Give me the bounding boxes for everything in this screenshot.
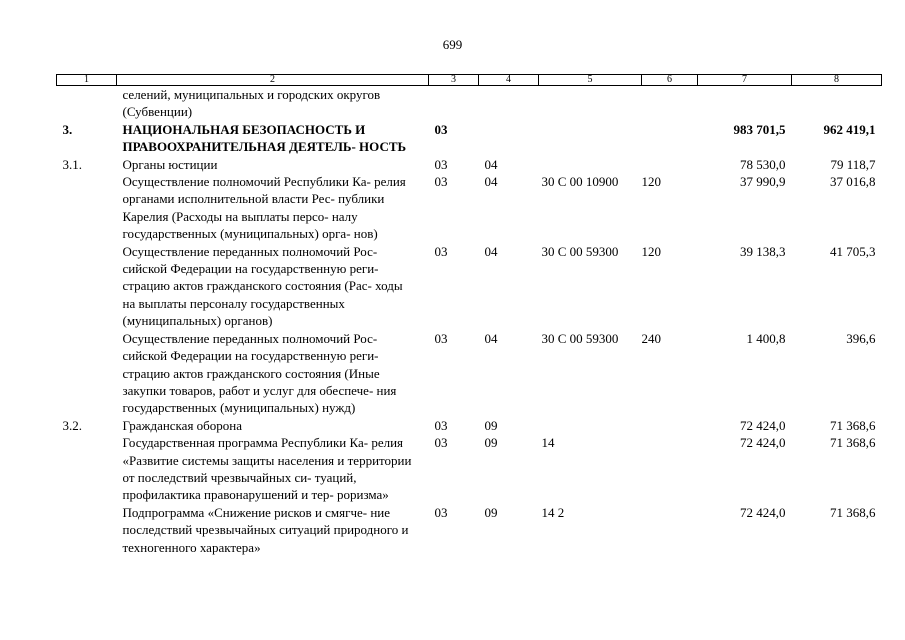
expense-type-code: 120	[641, 243, 661, 259]
column-number-header	[57, 75, 882, 86]
target-article-code	[539, 156, 642, 173]
table-row	[57, 434, 882, 504]
target-article-code: 14	[541, 435, 555, 451]
row-number	[57, 434, 117, 504]
amount-year-1: 1 400,8	[746, 330, 786, 346]
item-name: Осуществление переданных полномочий Рос- сийской Федерации на государственную реги- страцию актов гражданского состояния (Рас- ходы на выплаты персоналу государственных (муниципальных) органов)	[122, 243, 403, 329]
section-code: 03	[434, 121, 448, 137]
table-row	[57, 173, 882, 243]
row-number	[57, 86, 117, 121]
subsection-code: 09	[484, 435, 498, 451]
subsection-code: 04	[484, 174, 498, 190]
subsection-code: 04	[484, 243, 498, 259]
target-article-code: 30 С 00 10900	[541, 174, 619, 190]
amount-year-2: 71 368,6	[830, 504, 876, 520]
amount-year-1: 78 530,0	[740, 156, 786, 172]
target-article-code: 30 С 00 59300	[541, 243, 619, 259]
row-number	[57, 173, 117, 243]
row-number: 3.	[62, 121, 73, 137]
expense-type-code: 120	[641, 174, 661, 190]
amount-year-2: 37 016,8	[830, 174, 876, 190]
column-header: 3	[429, 75, 479, 86]
item-name: Органы юстиции	[122, 156, 218, 172]
amount-year-2: 41 705,3	[830, 243, 876, 259]
page-number: 699	[442, 37, 463, 52]
amount-year-1: 72 424,0	[740, 417, 786, 433]
expense-type-code	[642, 417, 698, 434]
amount-year-2: 396,6	[846, 330, 876, 346]
subsection-code	[479, 86, 539, 121]
item-name: Гражданская оборона	[122, 417, 243, 433]
expense-type-code	[642, 434, 698, 504]
table-row	[57, 417, 882, 434]
row-number	[57, 504, 117, 556]
table-row	[57, 243, 882, 330]
table-row	[57, 86, 882, 121]
section-code: 03	[434, 243, 448, 259]
amount-year-1	[698, 86, 792, 121]
section-code: 03	[434, 435, 448, 451]
item-name: Осуществление полномочий Республики Ка- релия органами исполнительной власти Рес- публики Карелия (Расходы на выплаты персо- налу государственных (муниципальных) орга- нов)	[122, 174, 406, 242]
expense-type-code	[642, 504, 698, 556]
section-code: 03	[434, 174, 448, 190]
column-header: 8	[792, 75, 882, 86]
expense-type-code	[642, 121, 698, 156]
amount-year-2: 71 368,6	[830, 435, 876, 451]
column-header: 6	[642, 75, 698, 86]
row-number	[57, 243, 117, 330]
section-code: 03	[434, 330, 448, 346]
table-row	[57, 156, 882, 173]
subsection-code: 04	[484, 330, 498, 346]
amount-year-1: 72 424,0	[740, 435, 786, 451]
amount-year-1: 39 138,3	[740, 243, 786, 259]
budget-table	[56, 74, 882, 556]
amount-year-1: 37 990,9	[740, 174, 786, 190]
amount-year-2: 79 118,7	[830, 156, 876, 172]
subsection-code	[479, 121, 539, 156]
item-name: НАЦИОНАЛЬНАЯ БЕЗОПАСНОСТЬ И ПРАВООХРАНИТЕЛЬНАЯ ДЕЯТЕЛЬ- НОСТЬ	[122, 121, 407, 155]
table-row	[57, 504, 882, 556]
target-article-code	[539, 417, 642, 434]
column-header: 5	[539, 75, 642, 86]
target-article-code	[539, 86, 642, 121]
target-article-code: 14 2	[541, 504, 565, 520]
subsection-code: 04	[484, 156, 498, 172]
item-name: Государственная программа Республики Ка- релия «Развитие системы защиты населения и территории от последствий чрезвычайных си- туаций, профилактика правонарушений и тер- роризма»	[122, 435, 412, 503]
item-name: Подпрограмма «Снижение рисков и смягче- ние последствий чрезвычайных ситуаций природного и техногенного характера»	[122, 504, 409, 555]
amount-year-1: 72 424,0	[740, 504, 786, 520]
subsection-code: 09	[484, 504, 498, 520]
item-name: селений, муниципальных и городских округов (Субвенции)	[122, 87, 381, 120]
amount-year-2	[792, 86, 882, 121]
table-row	[57, 330, 882, 417]
table-body	[57, 86, 882, 556]
amount-year-2: 962 419,1	[823, 121, 876, 137]
row-number: 3.2.	[62, 417, 82, 433]
section-code: 03	[434, 156, 448, 172]
table-row	[57, 121, 882, 156]
amount-year-2: 71 368,6	[830, 417, 876, 433]
item-name: Осуществление переданных полномочий Рос- сийской Федерации на государственную реги- страцию актов гражданского состояния (Иные закупки товаров, работ и услуг для обеспече- ния государственных (муниципальных) нужд)	[122, 330, 397, 416]
row-number: 3.1.	[62, 156, 82, 172]
expense-type-code	[642, 86, 698, 121]
amount-year-1: 983 701,5	[733, 121, 786, 137]
target-article-code	[539, 121, 642, 156]
column-header: 2	[117, 75, 429, 86]
section-code: 03	[434, 504, 448, 520]
section-code: 03	[434, 417, 448, 433]
column-header: 7	[698, 75, 792, 86]
section-code	[429, 86, 479, 121]
column-header: 1	[57, 75, 117, 86]
expense-type-code: 240	[641, 330, 661, 346]
target-article-code: 30 С 00 59300	[541, 330, 619, 346]
subsection-code: 09	[484, 417, 498, 433]
row-number	[57, 330, 117, 417]
expense-type-code	[642, 156, 698, 173]
column-header: 4	[479, 75, 539, 86]
